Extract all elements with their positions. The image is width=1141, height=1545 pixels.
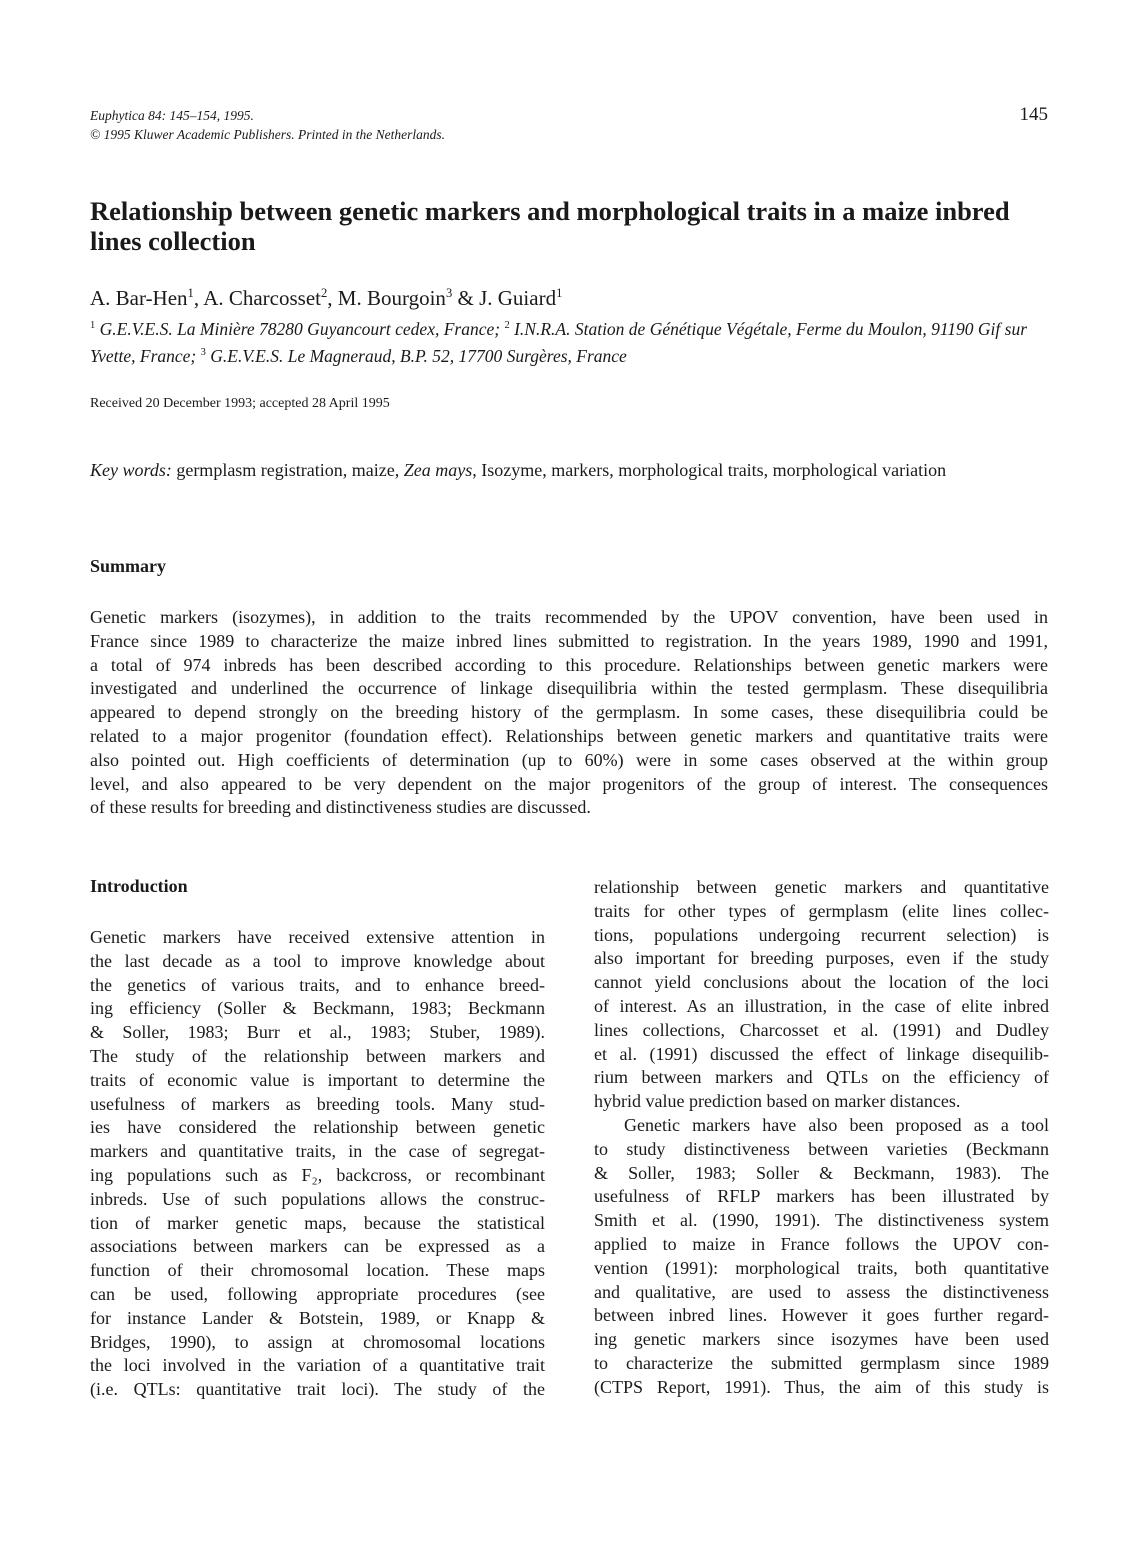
text-line: for instance Lander & Botstein, 1989, or Knapp & <box>90 1307 545 1328</box>
keywords-text: germplasm registration, maize, <box>171 460 404 480</box>
text-line: tion of marker genetic maps, because the statistical <box>90 1212 545 1233</box>
author <box>479 286 562 310</box>
text-line: and qualitative, are used to assess the distinctiveness <box>594 1281 1049 1302</box>
author-name: A. Bar-Hen <box>90 286 188 310</box>
text-line: to study distinctiveness between varieties (Beckmann <box>594 1138 1049 1159</box>
author-name: J. Guiard <box>479 286 557 310</box>
author-name: A. Charcosset <box>203 286 321 310</box>
text-line: traits for other types of germplasm (elite lines collec- <box>594 900 1049 921</box>
text-line: the last decade as a tool to improve knowledge about <box>90 950 545 971</box>
affiliations <box>90 316 1050 370</box>
journal-citation: Euphytica 84: 145–154, 1995. <box>90 108 254 123</box>
text-line: investigated and underlined the occurrence of linkage disequilibria within the tested germplasm. These disequilibria <box>90 678 1048 699</box>
text-line: tions, populations undergoing recurrent selection) is <box>594 924 1049 945</box>
text-line: also important for breeding purposes, even if the study <box>594 948 1049 969</box>
summary-heading: Summary <box>90 556 166 576</box>
text-line: of interest. As an illustration, in the case of elite inbred <box>594 995 1049 1016</box>
left-column-text <box>90 926 545 1402</box>
text-line: ies have considered the relationship between genetic <box>90 1117 545 1138</box>
text-line: France since 1989 to characterize the maize inbred lines submitted to registration. In the years 1989, 1990 and 1991, <box>90 630 1048 651</box>
author-affil-mark: 1 <box>187 286 194 300</box>
text-line: inbreds. Use of such populations allows the construc- <box>90 1188 545 1209</box>
text-line: Smith et al. (1990, 1991). The distinctiveness system <box>594 1210 1049 1231</box>
text-line: ing genetic markers since isozymes have been used <box>594 1329 1049 1350</box>
author-sep: , <box>327 286 338 310</box>
text-line: Genetic markers have also been proposed as a tool <box>624 1114 1049 1135</box>
affiliation: I.N.R.A. Station de Génétique Végétale, Ferme du Moulon, 91190 Gif sur Yvette, France; <box>90 319 1028 366</box>
author-list <box>90 286 562 311</box>
introduction-heading: Introduction <box>90 876 188 896</box>
text-line: function of their chromosomal location. These maps <box>90 1260 545 1281</box>
text-line: vention (1991): morphological traits, both quantitative <box>594 1257 1049 1278</box>
text-line: traits of economic value is important to determine the <box>90 1069 545 1090</box>
text-line: usefulness of markers as breeding tools. Many stud- <box>90 1093 545 1114</box>
affiliation: G.E.V.E.S. Le Magneraud, B.P. 52, 17700 Surgères, France <box>205 346 627 366</box>
text-line: Bridges, 1990), to assign at chromosomal locations <box>90 1331 545 1352</box>
text-line: appeared to depend strongly on the breeding history of the germplasm. In some cases, these disequilibria could be <box>90 702 1048 723</box>
author-affil-mark: 3 <box>445 286 453 300</box>
text-line: between inbred lines. However it goes further regard- <box>594 1305 1049 1326</box>
text-line: et al. (1991) discussed the effect of linkage disequilib- <box>594 1043 1049 1064</box>
text-line: ing efficiency (Soller & Beckmann, 1983; Beckmann <box>90 998 545 1019</box>
text-line: the loci involved in the variation of a quantitative trait <box>90 1355 545 1376</box>
text-line: also pointed out. High coefficients of determination (up to 60%) were in some cases observed at the within group <box>90 749 1048 770</box>
text-line: associations between markers can be expressed as a <box>90 1236 545 1257</box>
author <box>90 286 203 310</box>
copyright-line: © 1995 Kluwer Academic Publishers. Printed in the Netherlands. <box>90 127 445 142</box>
summary-text <box>90 606 1048 820</box>
text-line: usefulness of RFLP markers has been illustrated by <box>594 1186 1049 1207</box>
text-line: markers and quantitative traits, in the case of segregat- <box>90 1141 545 1162</box>
text-line: The study of the relationship between markers and <box>90 1045 545 1066</box>
author <box>203 286 338 310</box>
author-name: M. Bourgoin <box>337 286 446 310</box>
text-line: hybrid value prediction based on marker distances. <box>594 1091 961 1112</box>
affil-mark: 3 <box>200 347 206 359</box>
text-line: cannot yield conclusions about the location of the loci <box>594 972 1049 993</box>
text-line: can be used, following appropriate procedures (see <box>90 1283 545 1304</box>
text-line: level, and also appeared to be very dependent on the major progenitors of the group of interest. The consequences <box>90 773 1048 794</box>
keywords-label: Key words: <box>90 460 172 480</box>
text-line: a total of 974 inbreds has been described according to this procedure. Relationships between genetic markers were <box>90 654 1048 675</box>
keywords-text: , Isozyme, markers, morphological traits, morphological variation <box>472 460 947 480</box>
text-line: the genetics of various traits, and to enhance breed- <box>90 974 545 995</box>
author-affil-mark: 1 <box>556 286 563 300</box>
text-line: ing populations such as F₂, backcross, or recombinant <box>90 1164 545 1185</box>
text-line: (CTPS Report, 1991). Thus, the aim of this study is <box>594 1376 1049 1397</box>
author <box>338 286 479 310</box>
keywords-species: Zea mays <box>403 460 473 480</box>
page-number: 145 <box>1019 104 1048 125</box>
text-line: & Soller, 1983; Burr et al., 1983; Stuber, 1989). <box>90 1022 545 1043</box>
author-sep: , <box>193 286 204 310</box>
text-line: related to a major progenitor (foundation effect). Relationships between genetic markers and quantitative traits were <box>90 725 1048 746</box>
text-line: Genetic markers have received extensive attention in <box>90 927 545 947</box>
text-line: & Soller, 1983; Soller & Beckmann, 1983). The <box>594 1162 1049 1183</box>
affiliation: G.E.V.E.S. La Minière 78280 Guyancourt cedex, France; <box>95 319 505 339</box>
text-line: applied to maize in France follows the UPOV con- <box>594 1233 1049 1254</box>
keywords <box>90 458 1048 482</box>
author-sep: & <box>452 286 480 310</box>
text-line: relationship between genetic markers and quantitative <box>594 877 1049 897</box>
text-line: (i.e. QTLs: quantitative trait loci). The study of the <box>90 1379 545 1400</box>
text-line: Genetic markers (isozymes), in addition to the traits recommended by the UPOV convention, have been used in <box>90 607 1048 627</box>
paper-title: Relationship between genetic markers and morphological traits in a maize inbred lines collection <box>90 196 1010 256</box>
text-line: lines collections, Charcosset et al. (1991) and Dudley <box>594 1019 1049 1040</box>
text-line: to characterize the submitted germplasm since 1989 <box>594 1352 1049 1373</box>
text-line: of these results for breeding and distinctiveness studies are discussed. <box>90 797 591 818</box>
affil-mark: 1 <box>90 320 96 332</box>
text-line: rium between markers and QTLs on the efficiency of <box>594 1067 1049 1088</box>
right-column-text <box>594 876 1049 1400</box>
affil-mark: 2 <box>504 320 510 332</box>
author-affil-mark: 2 <box>321 286 328 300</box>
received-dates: Received 20 December 1993; accepted 28 April 1995 <box>90 396 390 411</box>
